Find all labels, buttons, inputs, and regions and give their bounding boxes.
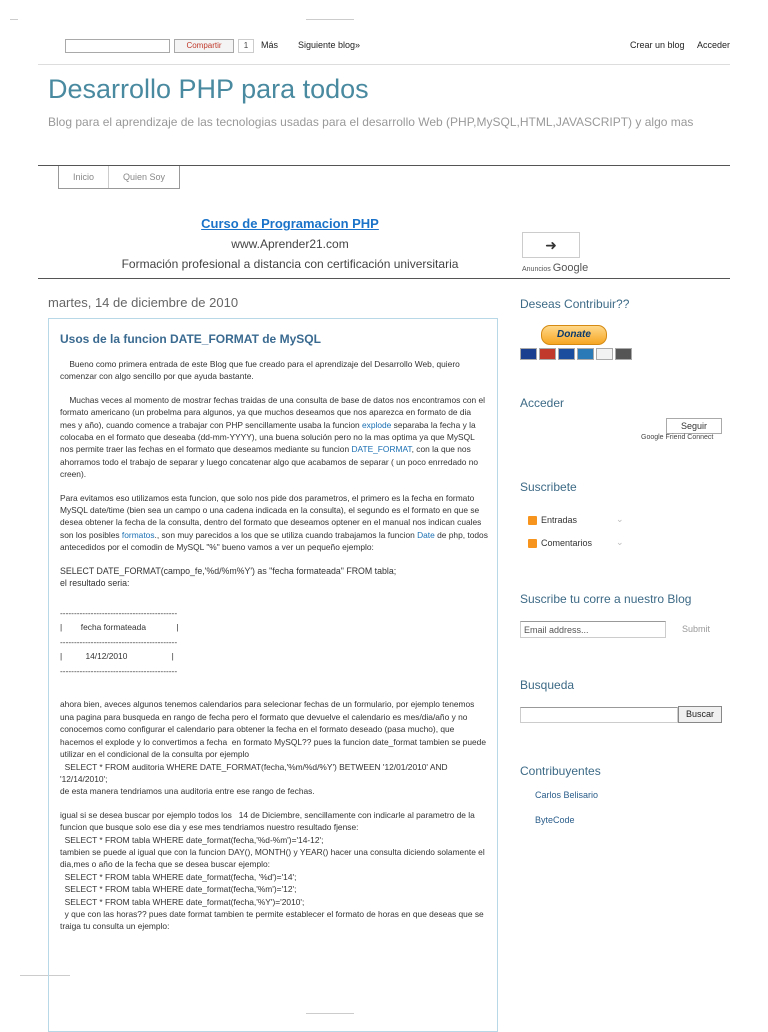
amex-icon: [577, 348, 594, 360]
contribute-heading: Deseas Contribuir??: [520, 297, 630, 311]
page-tabs: [58, 166, 180, 189]
ad-text: Formación profesional a distancia con certificación universitaria: [121, 257, 459, 271]
post-paragraph: Muchas veces al momento de mostrar fechas traidas de una consulta de base de datos nos encontramos con el formato americano (un probelma para algunos, ya que muchos deseamos que nos aparezca en formato de dia mes y año), cuando comence a trabajar con PHP sencillamente usaba la funcion explode separaba la fecha y la colocaba en el formato que deseaba (dd-mm-YYYY), una buena solución pero no la mas optima ya que MySQL nos permite traer las fechas en el formato que deseamos mediante su funcion DATE_FORMAT, con la que nos ahorramos todo el trabajo de separar y luego concatenar algo que acabamos de separar ( un poco enrredado no creen).: [60, 394, 488, 480]
contributors-heading: Contribuyentes: [520, 764, 601, 778]
payment-cards: [520, 348, 632, 360]
chevron-down-icon[interactable]: ⌄: [616, 514, 624, 524]
contributor-link[interactable]: ByteCode: [535, 815, 575, 825]
visa-icon: [558, 348, 575, 360]
formatos-link[interactable]: formatos: [121, 529, 155, 540]
blog-title[interactable]: Desarrollo PHP para todos: [48, 74, 369, 104]
subscribe-heading: Suscribete: [520, 480, 577, 494]
search-button[interactable]: Buscar: [678, 706, 722, 723]
contributor-link[interactable]: Carlos Belisario: [535, 790, 599, 800]
email-subscribe-heading: Suscribe tu corre a nuestro Blog: [520, 592, 692, 606]
submit-button[interactable]: Submit: [682, 624, 711, 634]
tab-quien-soy[interactable]: Quien Soy: [123, 172, 166, 182]
email-field[interactable]: Email address...: [520, 621, 666, 638]
navbar-search-input[interactable]: [65, 39, 170, 53]
share-button[interactable]: Compartir: [174, 39, 234, 53]
date-link[interactable]: Date: [417, 529, 435, 540]
more-link[interactable]: Más: [261, 40, 279, 50]
post-date: martes, 14 de diciembre de 2010: [48, 295, 239, 310]
blog-description: Blog para el aprendizaje de las tecnologias usadas para el desarrollo Web (PHP,MySQL,HTML,JAVASCRIPT) y algo mas: [48, 115, 694, 129]
post-paragraph: ahora bien, aveces algunos tenemos calendarios para selecionar fechas de un formulario, por ejemplo tenemos una pagina para busqueda en rango de fecha pero el formato que devuelve el calendario es mes/dia/año y no conocemos como configurar el calendario para obtener la fecha en el formato deseado (pasa mucho), que hacemos el explode y lo convertimos a fecha en formato MySQL?? pues la funcion date_format tambien se puede utilizar en el condicional de la consulta por ejemplo SELECT * FROM auditoria WHERE DATE_FORMAT(fecha,'%m/%d/%Y') BETWEEN '12/01/2010' AND '12/14/2010'; de esta manera tendriamos una auditoria entre ese rango de fechas.: [60, 699, 486, 797]
arrow-right-icon: ➜: [545, 237, 557, 253]
next-blog-link[interactable]: Siguiente blog»: [298, 40, 361, 50]
date-format-link[interactable]: DATE_FORMAT: [351, 444, 412, 455]
blogger-navbar: [0, 28, 768, 64]
text-ad: [40, 216, 540, 271]
ad-title-link[interactable]: Curso de Programacion PHP: [201, 216, 379, 231]
result-table: ------------------------------------------ | fecha formateada | ------------------------------------------ | 14/12/2010 | ------------------------------------------: [60, 607, 179, 676]
blog-post: [48, 318, 498, 1032]
maestro-icon: [539, 348, 556, 360]
ad-next-button[interactable]: [522, 232, 580, 258]
create-blog-link[interactable]: Crear un blog: [630, 40, 685, 50]
page-mark: [10, 19, 18, 20]
ad-divider: [38, 278, 730, 279]
google-friend-connect: Google Friend Connect: [641, 434, 714, 441]
post-body: [60, 358, 488, 944]
search-input[interactable]: [520, 707, 678, 723]
post-paragraph: Bueno como primera entrada de este Blog que fue creado para el aprendizaje del Desarrollo Web, quiero comenzar con algo sencillo por que ayuda bastante.: [60, 359, 463, 382]
search-heading: Busqueda: [520, 678, 575, 692]
explode-link[interactable]: explode: [361, 419, 392, 430]
rss-icon: [528, 539, 537, 548]
post-paragraph: Para evitamos eso utilizamos esta funcion, que solo nos pide dos parametros, el primero es la fecha en formato MySQL date/time (bien sea un campo o una cadena indicada en la consulta), el segundo es el formato en que se desea obtener la fecha de la consulta, dentro del formato que deseamos optener en el manual nos indican cuales son los posibles formatos., son muy parecidos a los que se utiliza cuando trabajamos la funcion Date de php, todos antecedidos por el comodin de MySQL "%" bueno vamos a ver un pequeño ejemplo:: [60, 492, 488, 553]
paypal-icon: [596, 348, 613, 360]
ad-url[interactable]: www.Aprender21.com: [231, 237, 349, 251]
page-mark: [306, 19, 354, 20]
rss-icon: [528, 516, 537, 525]
navbar-divider: [38, 64, 730, 65]
feed-comments-link[interactable]: Comentarios: [528, 538, 592, 548]
sign-in-link[interactable]: Acceder: [697, 40, 731, 50]
tab-inicio[interactable]: Inicio: [59, 166, 109, 188]
post-paragraph: igual si se desea buscar por ejemplo todos los 14 de Diciembre, sencillamente con indicarle al parametro de la funcion que busque solo ese dia y ese mes tendriamos nuestro resultado fjense: SELECT * FROM tabla WHERE date_format(fecha,'%d-%m')='14-12'; tambien se puede al igual que con la funcion DAY(), MONTH() y YEAR() hacer una consulta diciendo solamente el dia,mes o año de la fecha que se desea buscar ejemplo: SELECT * FROM tabla WHERE date_format(fecha, '%d')='14'; SELECT * FROM tabla WHERE date_format(fecha,'%m')='12'; SELECT * FROM tabla WHERE date_format(fecha,'%Y')='2010'; y que con las horas?? pues date format tambien te permite establecer el formato de horas en que deseas que se traiga tu consulta un ejemplo:: [60, 809, 485, 932]
paypal-donate-button[interactable]: Donate: [541, 325, 607, 345]
mastercard-icon: [520, 348, 537, 360]
ads-by-google[interactable]: Anuncios Google: [522, 262, 589, 274]
follow-button[interactable]: Seguir: [666, 418, 722, 434]
bank-icon: [615, 348, 632, 360]
share-count: 1: [238, 39, 254, 53]
code-example: SELECT DATE_FORMAT(campo_fe,'%d/%m%Y') as "fecha formateada" FROM tabla; el resultado seria:: [60, 565, 397, 589]
signin-heading: Acceder: [520, 396, 565, 410]
feed-entries-link[interactable]: Entradas: [528, 515, 577, 525]
chevron-down-icon[interactable]: ⌄: [616, 537, 624, 547]
post-title[interactable]: Usos de la funcion DATE_FORMAT de MySQL: [60, 332, 321, 346]
